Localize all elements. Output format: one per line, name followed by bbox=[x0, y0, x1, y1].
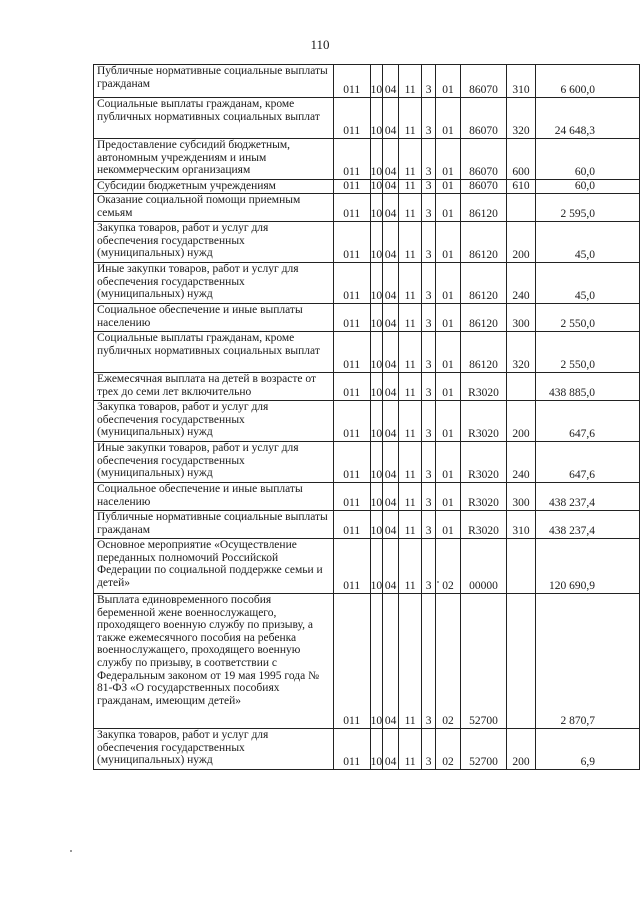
cell-program: 11 bbox=[399, 511, 422, 539]
cell-code: 86070 bbox=[461, 98, 507, 139]
cell-activity: 01 bbox=[436, 511, 461, 539]
row-name: Социальные выплаты гражданам, кроме публичных нормативных социальных выплат bbox=[94, 98, 334, 139]
cell-ved: 011 bbox=[333, 194, 370, 222]
cell-code: 86120 bbox=[461, 304, 507, 332]
cell-program: 11 bbox=[399, 180, 422, 194]
cell-code: R3020 bbox=[461, 511, 507, 539]
table-row bbox=[94, 483, 640, 511]
cell-pr: 04 bbox=[383, 98, 399, 139]
table-row bbox=[94, 729, 640, 770]
cell-vr: 320 bbox=[507, 98, 536, 139]
cell-ved: 011 bbox=[333, 263, 370, 304]
table-row bbox=[94, 594, 640, 729]
table-row bbox=[94, 539, 640, 594]
cell-rz: 10 bbox=[370, 594, 383, 729]
cell-vr: 200 bbox=[507, 401, 536, 442]
cell-subprogram: 3 bbox=[422, 511, 436, 539]
cell-rz: 10 bbox=[370, 180, 383, 193]
cell-vr: 240 bbox=[507, 442, 536, 483]
cell-code: 86120 bbox=[461, 222, 507, 263]
cell-code: 86120 bbox=[461, 263, 507, 304]
cell-rz: 10 bbox=[370, 401, 383, 442]
cell-rz: 10 bbox=[370, 65, 383, 98]
cell-vr bbox=[507, 539, 536, 594]
cell-program: 11 bbox=[399, 539, 422, 594]
cell-sum: 2 550,0 bbox=[535, 304, 639, 332]
cell-code: R3020 bbox=[461, 442, 507, 483]
cell-ved: 011 bbox=[333, 304, 370, 332]
cell-vr: 200 bbox=[507, 222, 536, 263]
cell-pr: 04 bbox=[383, 401, 399, 442]
scan-speck bbox=[70, 850, 72, 852]
row-name: Основное мероприятие «Осуществление переданных полномочий Российской Федерации по социальной поддержке семьи и детей» bbox=[94, 539, 334, 594]
cell-code: 86120 bbox=[461, 194, 507, 222]
cell-activity: 02 bbox=[436, 729, 461, 770]
table-row bbox=[94, 304, 640, 332]
cell-code: 52700 bbox=[461, 729, 507, 770]
cell-program: 11 bbox=[399, 401, 422, 442]
cell-ved: 011 bbox=[333, 65, 370, 98]
table-row bbox=[94, 222, 640, 263]
cell-subprogram: 3 bbox=[422, 594, 436, 729]
cell-vr: 610 bbox=[507, 180, 536, 194]
cell-vr bbox=[507, 594, 536, 729]
cell-rz: 10 bbox=[370, 304, 383, 332]
cell-program: 11 bbox=[399, 483, 422, 511]
table-row bbox=[94, 65, 640, 98]
cell-activity: 01 bbox=[436, 263, 461, 304]
cell-vr bbox=[507, 373, 536, 401]
cell-sum: 2 550,0 bbox=[535, 332, 639, 373]
cell-sum: 2 595,0 bbox=[535, 194, 639, 222]
scan-speck bbox=[437, 581, 439, 583]
cell-rz: 10 bbox=[370, 194, 383, 222]
cell-rz: 10 bbox=[370, 332, 383, 373]
cell-code: R3020 bbox=[461, 373, 507, 401]
table-row bbox=[94, 180, 640, 194]
table-row bbox=[94, 511, 640, 539]
cell-pr: 04 bbox=[383, 65, 399, 98]
cell-program: 11 bbox=[399, 98, 422, 139]
cell-sum: 438 237,4 bbox=[535, 483, 639, 511]
cell-ved: 011 bbox=[333, 442, 370, 483]
cell-subprogram: 3 bbox=[422, 539, 436, 594]
cell-activity: 01 bbox=[436, 442, 461, 483]
row-name: Иные закупки товаров, работ и услуг для обеспечения государственных (муниципальных) нужд bbox=[94, 442, 334, 483]
row-name: Закупка товаров, работ и услуг для обеспечения государственных (муниципальных) нужд bbox=[94, 222, 334, 263]
cell-subprogram: 3 bbox=[422, 98, 436, 139]
cell-code: 86120 bbox=[461, 332, 507, 373]
cell-ved: 011 bbox=[333, 483, 370, 511]
cell-subprogram: 3 bbox=[422, 729, 436, 770]
row-name: Иные закупки товаров, работ и услуг для обеспечения государственных (муниципальных) нужд bbox=[94, 263, 334, 304]
cell-pr: 04 bbox=[383, 594, 399, 729]
table-row bbox=[94, 194, 640, 222]
cell-pr: 04 bbox=[383, 729, 399, 770]
cell-activity: 01 bbox=[436, 332, 461, 373]
cell-code: 86070 bbox=[461, 65, 507, 98]
cell-program: 11 bbox=[399, 729, 422, 770]
cell-ved: 011 bbox=[333, 729, 370, 770]
cell-ved: 011 bbox=[333, 511, 370, 539]
cell-sum: 45,0 bbox=[535, 263, 639, 304]
row-name: Публичные нормативные социальные выплаты гражданам bbox=[94, 65, 334, 98]
cell-subprogram: 3 bbox=[422, 222, 436, 263]
cell-ved: 011 bbox=[333, 539, 370, 594]
cell-vr bbox=[507, 194, 536, 222]
cell-program: 11 bbox=[399, 332, 422, 373]
cell-subprogram: 3 bbox=[422, 194, 436, 222]
cell-ved: 011 bbox=[333, 139, 370, 180]
cell-subprogram: 3 bbox=[422, 263, 436, 304]
cell-code: 86070 bbox=[461, 139, 507, 180]
cell-program: 11 bbox=[399, 65, 422, 98]
cell-program: 11 bbox=[399, 304, 422, 332]
table-row bbox=[94, 332, 640, 373]
cell-program: 11 bbox=[399, 194, 422, 222]
cell-vr: 600 bbox=[507, 139, 536, 180]
row-name: Закупка товаров, работ и услуг для обеспечения государственных (муниципальных) нужд bbox=[94, 401, 334, 442]
cell-ved: 011 bbox=[333, 332, 370, 373]
cell-code: R3020 bbox=[461, 483, 507, 511]
cell-sum: 24 648,3 bbox=[535, 98, 639, 139]
cell-sum: 2 870,7 bbox=[535, 594, 639, 729]
cell-pr: 04 bbox=[383, 511, 399, 539]
cell-rz: 10 bbox=[370, 511, 383, 539]
cell-sum: 120 690,9 bbox=[535, 539, 639, 594]
cell-activity: 02 bbox=[436, 594, 461, 729]
cell-subprogram: 3 bbox=[422, 65, 436, 98]
cell-program: 11 bbox=[399, 263, 422, 304]
cell-vr: 200 bbox=[507, 729, 536, 770]
cell-activity: 01 bbox=[436, 98, 461, 139]
cell-ved: 011 bbox=[333, 373, 370, 401]
table-row bbox=[94, 373, 640, 401]
cell-subprogram: 3 bbox=[422, 442, 436, 483]
cell-subprogram: 3 bbox=[422, 180, 436, 194]
cell-vr: 320 bbox=[507, 332, 536, 373]
cell-activity: 02 bbox=[436, 539, 461, 594]
cell-pr: 04 bbox=[383, 304, 399, 332]
row-name: Предоставление субсидий бюджетным, автономным учреждениям и иным некоммерческим организациям bbox=[94, 139, 334, 180]
cell-program: 11 bbox=[399, 373, 422, 401]
cell-pr: 04 bbox=[383, 332, 399, 373]
cell-rz: 10 bbox=[370, 139, 383, 180]
cell-pr: 04 bbox=[383, 539, 399, 594]
cell-ved: 011 bbox=[333, 222, 370, 263]
cell-vr: 300 bbox=[507, 483, 536, 511]
cell-ved: 011 bbox=[333, 401, 370, 442]
row-name: Выплата единовременного пособия беременной жене военнослужащего, проходящего военную службу по призыву, а также ежемесячного пособия на ребенка военнослужащего, проходящего военную службу по призыву, в соответствии с Федеральным законом от 19 мая 1995 года № 81-ФЗ «О государственных пособиях гражданам, имеющим детей» bbox=[94, 594, 334, 729]
cell-sum: 438 237,4 bbox=[535, 511, 639, 539]
cell-sum: 60,0 bbox=[535, 139, 639, 180]
cell-subprogram: 3 bbox=[422, 483, 436, 511]
cell-rz: 10 bbox=[370, 263, 383, 304]
cell-rz: 10 bbox=[370, 483, 383, 511]
cell-vr: 300 bbox=[507, 304, 536, 332]
cell-vr: 310 bbox=[507, 511, 536, 539]
cell-activity: 01 bbox=[436, 222, 461, 263]
cell-subprogram: 3 bbox=[422, 304, 436, 332]
cell-ved: 011 bbox=[333, 98, 370, 139]
cell-vr: 310 bbox=[507, 65, 536, 98]
cell-program: 11 bbox=[399, 222, 422, 263]
cell-program: 11 bbox=[399, 594, 422, 729]
cell-sum: 6 600,0 bbox=[535, 65, 639, 98]
cell-ved: 011 bbox=[333, 594, 370, 729]
table-row bbox=[94, 263, 640, 304]
cell-vr: 240 bbox=[507, 263, 536, 304]
cell-activity: 01 bbox=[436, 65, 461, 98]
cell-rz: 10 bbox=[370, 98, 383, 139]
cell-pr: 04 bbox=[383, 222, 399, 263]
cell-rz: 10 bbox=[370, 442, 383, 483]
cell-activity: 01 bbox=[436, 483, 461, 511]
cell-pr: 04 bbox=[383, 483, 399, 511]
cell-sum: 438 885,0 bbox=[535, 373, 639, 401]
cell-subprogram: 3 bbox=[422, 401, 436, 442]
row-name: Социальное обеспечение и иные выплаты населению bbox=[94, 304, 334, 332]
page-number: 110 bbox=[310, 37, 330, 52]
cell-pr: 04 bbox=[383, 194, 399, 222]
cell-sum: 60,0 bbox=[535, 180, 639, 194]
cell-sum: 6,9 bbox=[535, 729, 639, 770]
cell-subprogram: 3 bbox=[422, 332, 436, 373]
row-name: Социальные выплаты гражданам, кроме публичных нормативных социальных выплат bbox=[94, 332, 334, 373]
cell-subprogram: 3 bbox=[422, 373, 436, 401]
cell-rz: 10 bbox=[370, 222, 383, 263]
row-name: Ежемесячная выплата на детей в возрасте от трех до семи лет включительно bbox=[94, 373, 334, 401]
cell-program: 11 bbox=[399, 139, 422, 180]
cell-rz: 10 bbox=[370, 373, 383, 401]
cell-pr: 04 bbox=[383, 139, 399, 180]
cell-activity: 01 bbox=[436, 304, 461, 332]
cell-activity: 01 bbox=[436, 139, 461, 180]
cell-code: 00000 bbox=[461, 539, 507, 594]
row-name: Оказание социальной помощи приемным семьям bbox=[94, 194, 334, 222]
cell-pr: 04 bbox=[383, 442, 399, 483]
cell-program: 11 bbox=[399, 442, 422, 483]
cell-code: 52700 bbox=[461, 594, 507, 729]
cell-activity: 01 bbox=[436, 194, 461, 222]
cell-ved: 011 bbox=[333, 180, 370, 194]
table-row bbox=[94, 139, 640, 180]
table-row bbox=[94, 442, 640, 483]
row-name: Публичные нормативные социальные выплаты гражданам bbox=[94, 511, 334, 539]
cell-code: R3020 bbox=[461, 401, 507, 442]
budget-table bbox=[93, 64, 640, 770]
row-name: Закупка товаров, работ и услуг для обеспечения государственных (муниципальных) нужд bbox=[94, 729, 334, 770]
cell-activity: 01 bbox=[436, 373, 461, 401]
cell-subprogram: 3 bbox=[422, 139, 436, 180]
cell-activity: 01 bbox=[436, 180, 461, 194]
cell-code: 86070 bbox=[461, 180, 507, 194]
table-row bbox=[94, 401, 640, 442]
row-name: Субсидии бюджетным учреждениям bbox=[94, 180, 334, 194]
table-row bbox=[94, 98, 640, 139]
cell-sum: 647,6 bbox=[535, 442, 639, 483]
cell-pr: 04 bbox=[383, 180, 399, 194]
row-name: Социальное обеспечение и иные выплаты населению bbox=[94, 483, 334, 511]
cell-pr: 04 bbox=[383, 373, 399, 401]
cell-sum: 45,0 bbox=[535, 222, 639, 263]
cell-activity: 01 bbox=[436, 401, 461, 442]
cell-rz: 10 bbox=[370, 729, 383, 770]
cell-pr: 04 bbox=[383, 263, 399, 304]
cell-rz: 10 bbox=[370, 539, 383, 594]
cell-sum: 647,6 bbox=[535, 401, 639, 442]
